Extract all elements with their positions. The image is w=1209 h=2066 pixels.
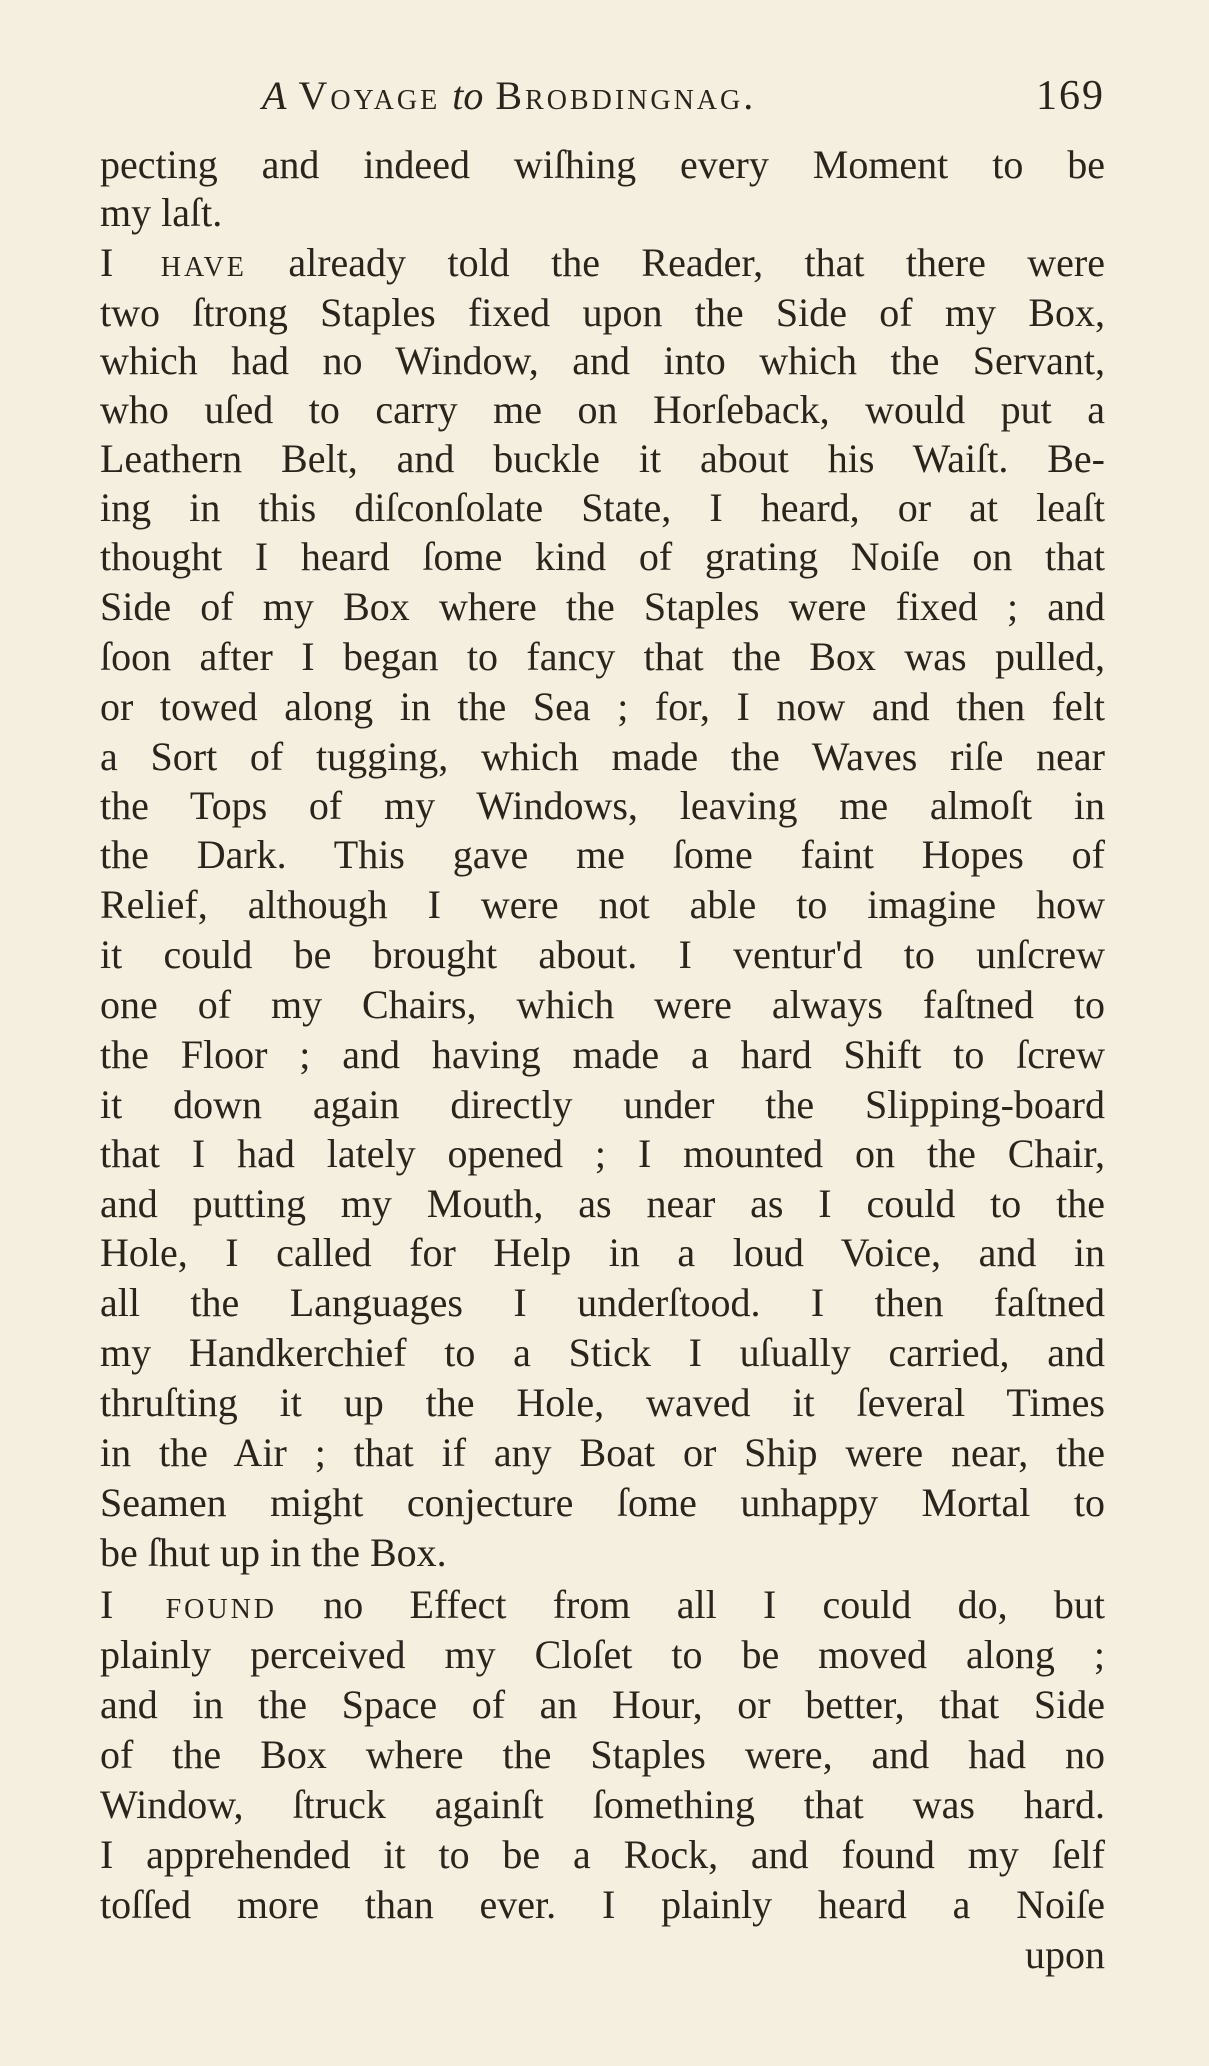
text-line: and putting my Mouth, as near as I could to the [100, 1181, 1105, 1226]
running-title [262, 72, 756, 119]
text-line: plainly perceived my Cloſet to be moved along ; [100, 1632, 1105, 1677]
text-line: one of my Chairs, which were always faſtned to [100, 982, 1105, 1027]
paragraph-opening-line [100, 238, 1105, 288]
running-title-voyage: Voyage [298, 73, 441, 118]
text-line: two ſtrong Staples fixed upon the Side of my Box, [100, 290, 1105, 335]
text-line: that I had lately opened ; I mounted on the Chair, [100, 1131, 1105, 1176]
text-line: who uſed to carry me on Horſeback, would put a [100, 387, 1105, 432]
page-number: 169 [1036, 73, 1105, 119]
text-line: I apprehended it to be a Rock, and found my ſelf [100, 1832, 1105, 1877]
text-line: which had no Window, and into which the Servant, [100, 338, 1105, 383]
paragraph-opening-line [100, 1580, 1105, 1630]
text-line: and in the Space of an Hour, or better, that Side [100, 1682, 1105, 1727]
text-line: my laſt. [100, 190, 223, 235]
text-line: all the Languages I underſtood. I then faſtned [100, 1280, 1105, 1325]
running-head [100, 72, 1105, 128]
catchword: upon [1025, 1932, 1105, 1977]
text-line: the Dark. This gave me ſome faint Hopes of [100, 832, 1105, 877]
paragraph-opening-text: no Effect from all I could do, but [277, 1582, 1105, 1627]
text-line: be ſhut up in the Box. [100, 1530, 447, 1575]
text-line: thought I heard ſome kind of grating Noiſe on that [100, 534, 1105, 579]
running-title-to: to [452, 73, 484, 118]
text-line: toſſed more than ever. I plainly heard a Noiſe [100, 1882, 1105, 1927]
text-line: Relief, although I were not able to imagine how [100, 882, 1105, 927]
text-line: a Sort of tugging, which made the Waves riſe near [100, 734, 1105, 779]
text-line: Hole, I called for Help in a loud Voice, and in [100, 1230, 1105, 1275]
text-line: of the Box where the Staples were, and had no [100, 1732, 1105, 1777]
paragraph-opening-text: already told the Reader, that there were [246, 240, 1105, 285]
text-line: in the Air ; that if any Boat or Ship were near, the [100, 1430, 1105, 1475]
text-line: thruſting it up the Hole, waved it ſeveral Times [100, 1380, 1105, 1425]
text-line: it down again directly under the Slipping-board [100, 1082, 1105, 1127]
text-line: the Floor ; and having made a hard Shift to ſcrew [100, 1032, 1105, 1077]
text-line: Leathern Belt, and buckle it about his Waiſt. Be- [100, 436, 1105, 481]
text-line: pecting and indeed wiſhing every Moment to be [100, 142, 1105, 187]
text-line: Seamen might conjecture ſome unhappy Mortal to [100, 1480, 1105, 1525]
paragraph-lead-small-caps: I found [100, 1582, 278, 1627]
running-title-place: Brobdingnag. [495, 73, 757, 118]
text-line: ſoon after I began to fancy that the Box was pulled, [100, 634, 1105, 679]
text-line: it could be brought about. I ventur'd to unſcrew [100, 932, 1105, 977]
text-line: Side of my Box where the Staples were fixed ; and [100, 584, 1105, 629]
text-line: Window, ſtruck againſt ſomething that was hard. [100, 1782, 1105, 1827]
text-line: my Handkerchief to a Stick I uſually carried, and [100, 1330, 1105, 1375]
paragraph-lead-small-caps: I have [100, 240, 247, 285]
text-line: the Tops of my Windows, leaving me almoſt in [100, 783, 1105, 828]
text-line: ing in this diſconſolate State, I heard, or at leaſt [100, 485, 1105, 530]
text-line: or towed along in the Sea ; for, I now and then felt [100, 684, 1105, 729]
running-title-a: A [262, 73, 287, 118]
